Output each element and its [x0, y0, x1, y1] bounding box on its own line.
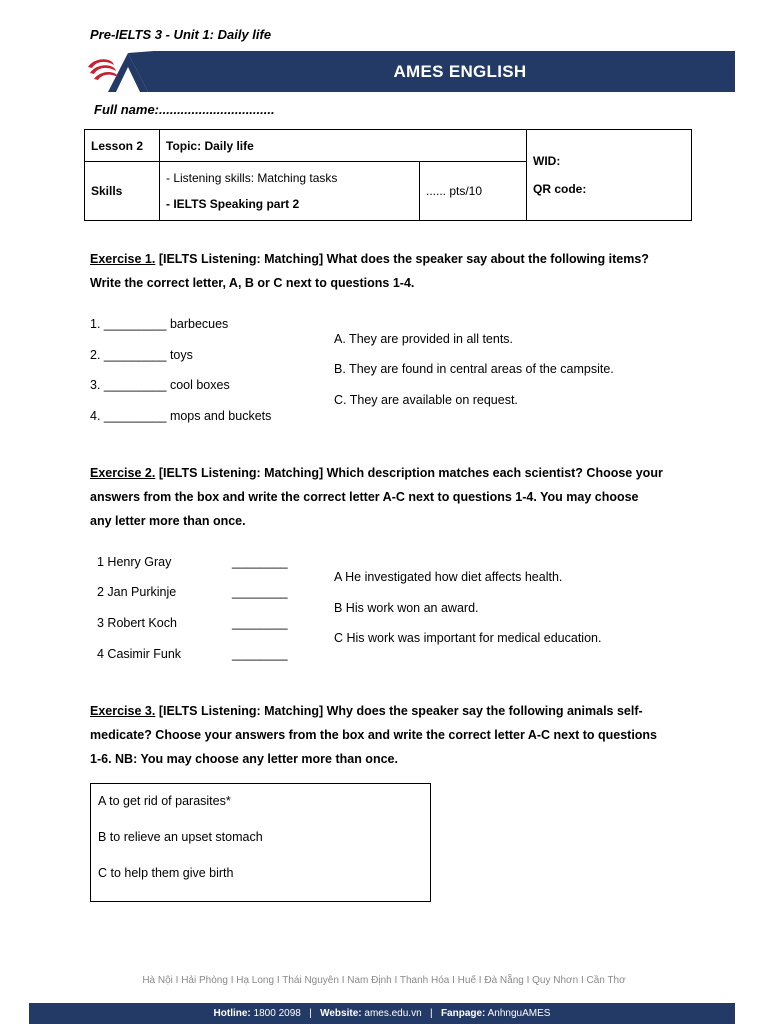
ex2-question: 3 Robert Koch: [97, 616, 177, 630]
logo-icon: [84, 51, 154, 92]
website-label: Website:: [320, 1008, 362, 1019]
brand-name: AMES ENGLISH: [393, 62, 527, 81]
document-title: Pre-IELTS 3 - Unit 1: Daily life: [90, 27, 272, 42]
exercise-label: Exercise 1.: [90, 252, 156, 266]
exercise-text: answers from the box and write the correct letter A-C next to questions 1-4. You may choose: [90, 490, 639, 504]
skills-list: [160, 162, 420, 221]
full-name-field: Full name:................................: [94, 102, 275, 117]
exercise-label: Exercise 3.: [90, 704, 156, 718]
answer-blank: ________: [232, 616, 288, 630]
skills-cell: Skills: [85, 162, 160, 221]
answer-blank: ________: [232, 555, 288, 569]
ex2-question: 4 Casimir Funk: [97, 647, 182, 661]
ex1-question: 2. _________ toys: [90, 348, 193, 362]
exercise-1-heading: [90, 247, 700, 295]
ex2-question: 1 Henry Gray: [97, 555, 172, 569]
exercise-text: 1-6. NB: You may choose any letter more than once.: [90, 752, 398, 766]
exercise-text: [IELTS Listening: Matching] Why does the speaker say the following animals self-: [155, 704, 643, 718]
exercise-text: medicate? Choose your answers from the box and write the correct letter A-C next to questions: [90, 728, 658, 742]
ex2-option: B His work won an award.: [334, 601, 479, 615]
fanpage-link[interactable]: AnhnguAMES: [487, 1008, 551, 1019]
skill-item: - IELTS Speaking part 2: [166, 197, 300, 211]
exercise-text: any letter more than once.: [90, 514, 246, 528]
exercise-label: Exercise 2.: [90, 466, 156, 480]
wid-qr-cell: [527, 130, 692, 221]
ex1-question: 1. _________ barbecues: [90, 317, 229, 331]
exercise-text: [IELTS Listening: Matching] What does the speaker say about the following items?: [155, 252, 649, 266]
footer-cities: Hà Nội I Hải Phòng I Hạ Long I Thái Nguyên I Nam Định I Thanh Hóa I Huế I Đà Nẵng I Quy Nhơn I Cần Thơ: [142, 975, 626, 986]
ex2-option: C His work was important for medical education.: [334, 631, 602, 645]
answer-blank: ________: [232, 585, 288, 599]
footer-contact-bar: Hotline: 1800 2098 | Website: ames.edu.vn | Fanpage: AnhnguAMES: [29, 1003, 735, 1024]
ex1-question: 4. _________ mops and buckets: [90, 409, 272, 423]
answer-options-box: [90, 783, 431, 902]
exercise-text: [IELTS Listening: Matching] Which description matches each scientist? Choose your: [155, 466, 663, 480]
topic-cell: Topic: Daily life: [160, 130, 527, 162]
ames-logo: [84, 51, 154, 92]
hotline-label: Hotline:: [213, 1008, 251, 1019]
ex3-option: B to relieve an upset stomach: [98, 830, 263, 844]
exercise-2-heading: [90, 461, 700, 533]
hotline-value: 1800 2098: [253, 1008, 301, 1019]
wid-label: WID:: [533, 154, 561, 168]
points-cell: ...... pts/10: [420, 162, 527, 221]
ex3-option: A to get rid of parasites*: [98, 794, 231, 808]
exercise-text: Write the correct letter, A, B or C next to questions 1-4.: [90, 276, 415, 290]
lesson-cell: Lesson 2: [85, 130, 160, 162]
qr-label: QR code:: [533, 182, 587, 196]
ex2-option: A He investigated how diet affects health.: [334, 570, 563, 584]
answer-blank: ________: [232, 647, 288, 661]
ex3-option: C to help them give birth: [98, 866, 234, 880]
fanpage-label: Fanpage:: [440, 1008, 486, 1019]
website-link[interactable]: ames.edu.vn: [364, 1008, 422, 1019]
ex1-question: 3. _________ cool boxes: [90, 378, 230, 392]
skill-item: - Listening skills: Matching tasks: [166, 171, 338, 185]
exercise-3-heading: [90, 699, 700, 771]
ex1-option: B. They are found in central areas of the campsite.: [334, 362, 614, 376]
ex2-question: 2 Jan Purkinje: [97, 585, 177, 599]
ex1-option: A. They are provided in all tents.: [334, 332, 514, 346]
ex1-option: C. They are available on request.: [334, 393, 518, 407]
lesson-info-table: [84, 129, 692, 221]
